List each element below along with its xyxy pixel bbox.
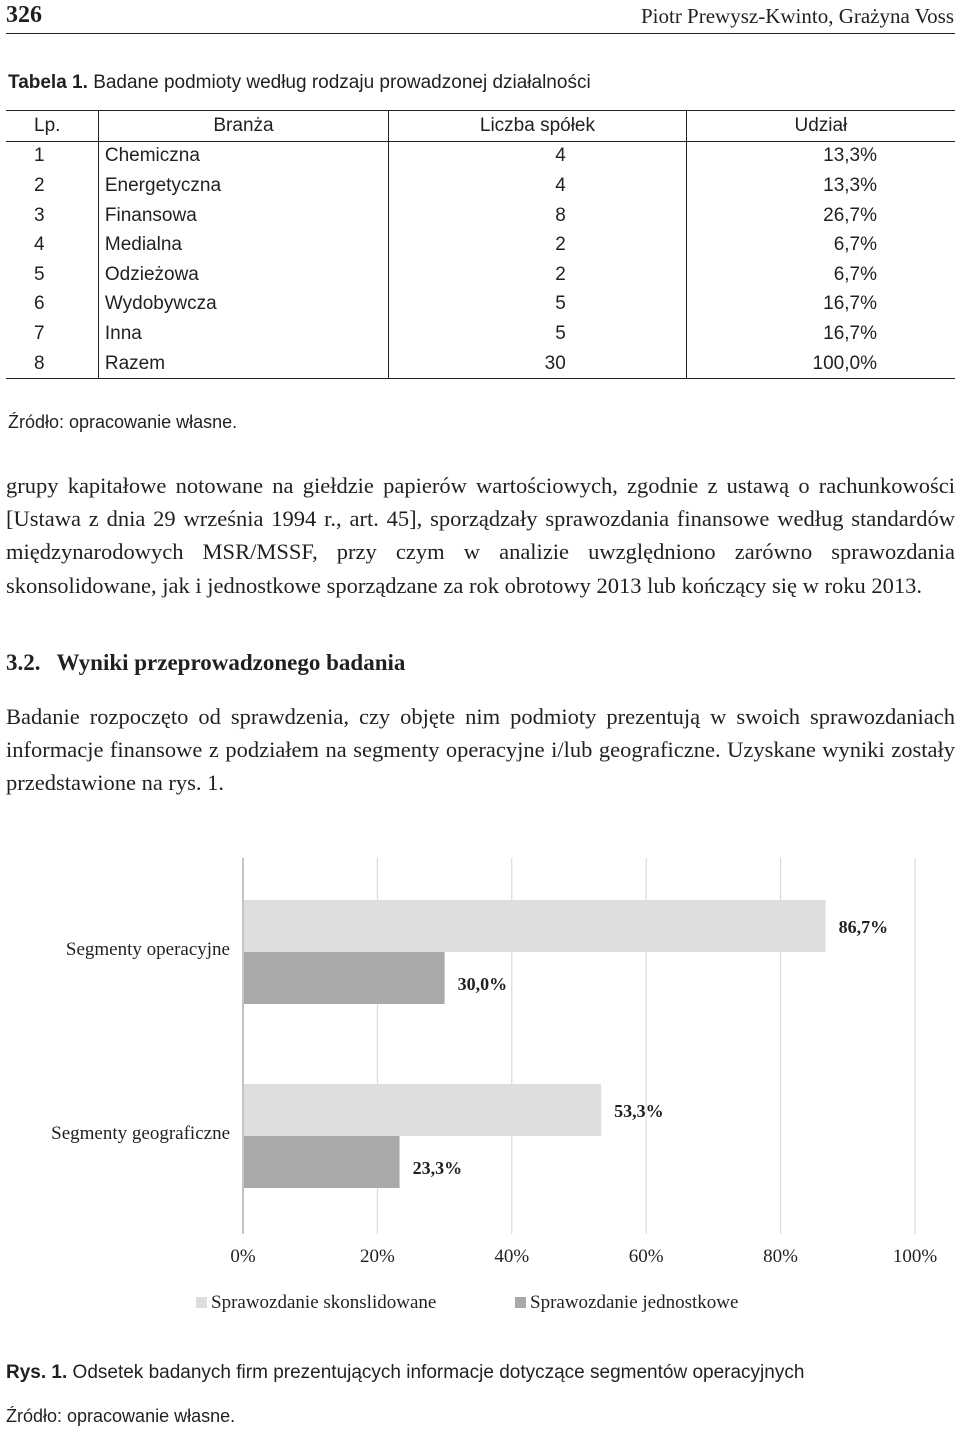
table-cell-branza: Inna (98, 319, 388, 349)
table-row (6, 290, 955, 320)
bar (244, 1136, 400, 1188)
column-header-udzial: Udział (794, 114, 848, 136)
table-cell-udzial: 6,7% (833, 263, 877, 285)
x-tick-label: 0% (230, 1246, 256, 1267)
table-row (6, 260, 955, 290)
x-tick-label: 60% (628, 1246, 664, 1267)
column-header-liczba: Liczba spółek (389, 111, 687, 142)
table-cell-liczba: 8 (389, 201, 687, 231)
table-cell-lp: 4 (6, 230, 98, 260)
table-cell-liczba: 2 (389, 260, 687, 290)
table-row (6, 230, 955, 260)
body-paragraph-1: grupy kapitałowe notowane na giełdzie papierów wartościowych, zgodnie z ustawą o rachunkowości [Ustawa z dnia 29 września 1994 r., art. 45], sporządzały sprawozdania finansowe według standardów międzynarodowych MSR/MSSF, przy czym w analizie uwzględniono zarówno sprawozdania skonsolidowane, jak i jednostkowe sporządzane za rok obrotowy 2013 lub kończący się w roku 2013. (6, 473, 955, 598)
page-number: 326 (6, 2, 42, 28)
table-cell-udzial: 13,3% (823, 174, 877, 196)
table-cell-lp: 8 (6, 349, 98, 379)
body-paragraph-2: Badanie rozpoczęto od sprawdzenia, czy objęte nim podmioty prezentują w swoich sprawozdaniach informacje finansowe z podziałem na segmenty operacyjne i/lub geograficzne. Uzyskane wyniki zostały przedstawione na rys. 1. (6, 704, 955, 796)
legend-swatch (515, 1297, 526, 1308)
table-cell-liczba: 4 (389, 171, 687, 201)
table-cell-branza: Wydobywcza (98, 290, 388, 320)
table-cell-lp: 5 (6, 260, 98, 290)
figure-caption (6, 1362, 804, 1384)
table-cell-lp: 2 (6, 171, 98, 201)
table-header-row (6, 111, 955, 142)
x-tick-label: 40% (494, 1246, 530, 1267)
bar (244, 1084, 601, 1136)
category-label: Segmenty geograficzne (51, 1123, 230, 1144)
table-cell-branza: Medialna (98, 230, 388, 260)
table-source: Źródło: opracowanie własne. (8, 412, 238, 432)
data-label: 86,7% (838, 917, 889, 937)
table-cell-liczba: 4 (389, 141, 687, 171)
table-cell-liczba: 30 (389, 349, 687, 379)
table-row (6, 141, 955, 171)
x-tick-label: 100% (892, 1246, 938, 1267)
category-label: Segmenty operacyjne (65, 939, 230, 960)
column-header-branza: Branża (98, 111, 388, 142)
table-cell-liczba: 5 (389, 290, 687, 320)
table-row (6, 349, 955, 379)
table-cell-branza: Razem (98, 349, 388, 379)
section-title: Wyniki przeprowadzonego badania (56, 650, 406, 675)
section-number: 3.2. (6, 650, 41, 675)
table-cell-branza: Odzieżowa (98, 260, 388, 290)
table-cell-udzial: 13,3% (823, 145, 877, 167)
table-cell-udzial: 26,7% (823, 204, 877, 226)
table-caption (8, 72, 591, 94)
table-row (6, 319, 955, 349)
table-cell-udzial: 16,7% (823, 293, 877, 315)
x-tick-label: 20% (359, 1246, 395, 1267)
figure-caption-text: Odsetek badanych firm prezentujących informacje dotyczące segmentów operacyjnych (72, 1362, 805, 1383)
bar (244, 952, 445, 1004)
table-cell-lp: 3 (6, 201, 98, 231)
legend-label: Sprawozdanie skonslidowane (211, 1292, 437, 1313)
table-caption-label: Tabela 1. (8, 72, 88, 93)
data-label: 23,3% (412, 1158, 463, 1178)
table-cell-liczba: 2 (389, 230, 687, 260)
bar (244, 900, 826, 952)
x-tick-label: 80% (763, 1246, 799, 1267)
table-cell-branza: Energetyczna (98, 171, 388, 201)
data-label: 30,0% (457, 974, 508, 994)
table-cell-udzial: 16,7% (823, 322, 877, 344)
table-caption-text: Badane podmioty według rodzaju prowadzonej działalności (93, 72, 591, 93)
table-row (6, 201, 955, 231)
header-rule (6, 33, 955, 34)
table-cell-liczba: 5 (389, 319, 687, 349)
legend-swatch (196, 1297, 207, 1308)
table-cell-lp: 7 (6, 319, 98, 349)
section-heading (6, 650, 405, 676)
data-table (6, 110, 955, 379)
data-label: 53,3% (614, 1101, 664, 1121)
table-body (6, 141, 955, 379)
bar-chart (0, 840, 960, 1330)
table-cell-branza: Finansowa (98, 201, 388, 231)
table-cell-lp: 1 (6, 141, 98, 171)
legend-label: Sprawozdanie jednostkowe (530, 1292, 739, 1313)
table-cell-udzial: 100,0% (812, 352, 877, 374)
table-cell-branza: Chemiczna (98, 141, 388, 171)
figure-source: Źródło: opracowanie własne. (6, 1406, 236, 1426)
table-cell-udzial: 6,7% (833, 234, 877, 256)
column-header-lp: Lp. (6, 111, 98, 142)
table-cell-lp: 6 (6, 290, 98, 320)
figure-caption-label: Rys. 1. (6, 1362, 68, 1383)
table-row (6, 171, 955, 201)
running-head-authors: Piotr Prewysz-Kwinto, Grażyna Voss (640, 4, 954, 28)
